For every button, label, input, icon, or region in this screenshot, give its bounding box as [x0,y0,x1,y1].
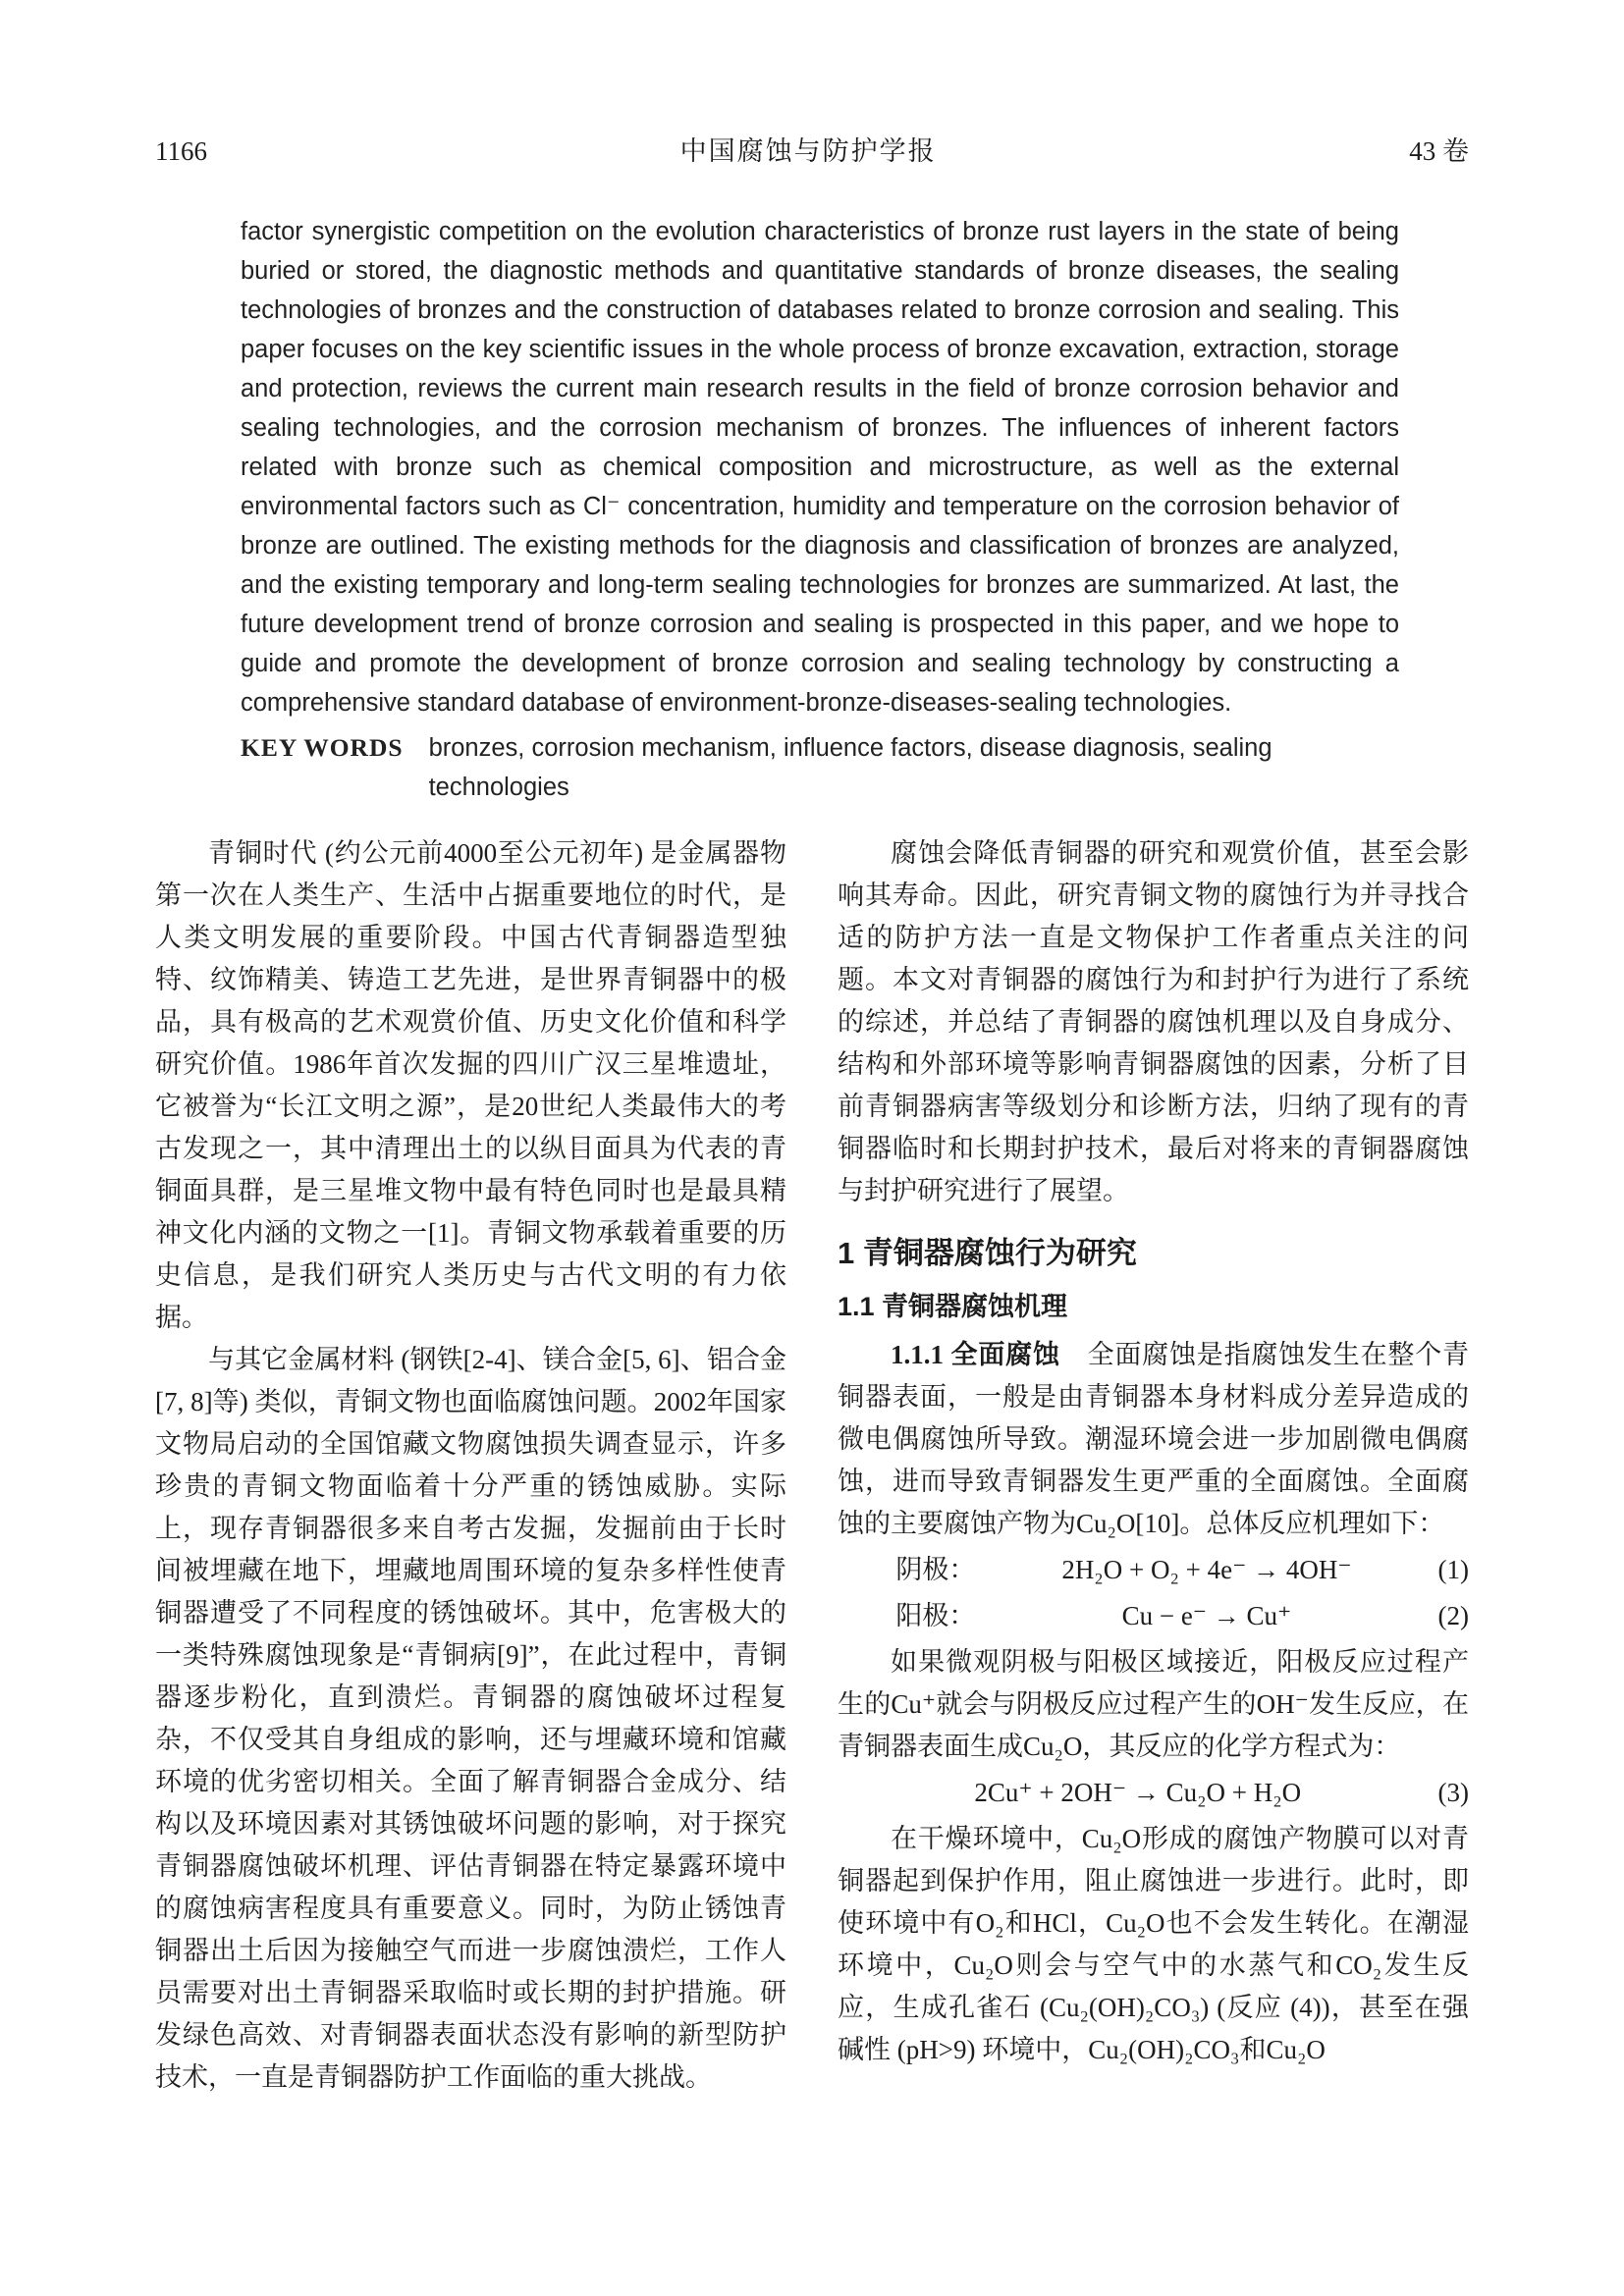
equation-1-formula: 2H₂O + O₂ + 4e⁻ → 4OH⁻ [1061,1555,1352,1584]
paragraph-anode-cathode-reaction: 如果微观阴极与阳极区域接近，阳极反应过程产生的Cu⁺就会与阴极反应过程产生的OH⁻发生反应，在青铜器表面生成Cu₂O，其反应的化学方程式为： [838,1647,1469,1761]
section-heading-1-1: 1.1 青铜器腐蚀机理 [838,1292,1068,1321]
equation-1-label: 阴极： [895,1555,976,1584]
two-column-body [155,832,1469,2099]
keywords-text: bronzes, corrosion mechanism, influence factors, disease diagnosis, sealing technologies [428,734,1272,801]
equation-1-number: (1) [1437,1555,1469,1584]
equation-2-formula: Cu − e⁻ → Cu⁺ [1121,1601,1292,1630]
paragraph-intro-bronze-age: 青铜时代 (约公元前4000至公元初年) 是金属器物第一次在人类生产、生活中占据重要地位的时代，是人类文明发展的重要阶段。中国古代青铜器造型独特、纹饰精美、铸造工艺先进，是世界青铜器中的极品，具有极高的艺术观赏价值、历史文化价值和科学研究价值。1986年首次发掘的四川广汉三星堆遗址，它被誉为“长江文明之源”，是20世纪人类最伟大的考古发现之一，其中清理出土的以纵目面具为代表的青铜面具群，是三星堆文物中最有特色同时也是最具精神文化内涵的文物之一[1]。青铜文物承载着重要的历史信息，是我们研究人类历史与古代文明的有力依据。 [155,838,786,1332]
volume-label: 43 卷 [1409,136,1469,166]
equation-2-label: 阳极： [895,1601,976,1630]
journal-title: 中国腐蚀与防护学报 [679,136,937,166]
keywords-label: KEY WORDS [241,733,404,762]
paragraph-corrosion-threat: 与其它金属材料 (钢铁[2-4]、镁合金[5, 6]、铝合金[7, 8]等) 类似，青铜文物也面临腐蚀问题。2002年国家文物局启动的全国馆藏文物腐蚀损失调查显示，许多珍贵的青铜文物面临着十分严重的锈蚀威胁。实际上，现存青铜器很多来自考古发掘，发掘前由于长时间被埋藏在地下，埋藏地周围环境的复杂多样性使青铜器遭受了不同程度的锈蚀破坏。其中，危害极大的一类特殊腐蚀现象是“青铜病[9]”，在此过程中，青铜器逐步粉化，直到溃烂。青铜器的腐蚀破坏过程复杂，不仅受其自身组成的影响，还与埋藏环境和馆藏环境的优劣密切相关。全面了解青铜器合金成分、结构以及环境因素对其锈蚀破坏问题的影响，对于探究青铜器腐蚀破坏机理、评估青铜器在特定暴露环境中的腐蚀病害程度具有重要意义。同时，为防止锈蚀青铜器出土后因为接触空气而进一步腐蚀溃烂，工作人员需要对出土青铜器采取临时或长期的封护措施。研发绿色高效、对青铜器表面状态没有影响的新型防护技术，一直是青铜器防护工作面临的重大挑战。 [155,1345,786,2092]
paragraph-dry-wet-environment: 在干燥环境中，Cu₂O形成的腐蚀产物膜可以对青铜器起到保护作用，阻止腐蚀进一步进行。此时，即使环境中有O₂和HCl，Cu₂O也不会发生转化。在潮湿环境中，Cu₂O则会与空气中的水蒸气和CO₂发生反应，生成孔雀石 (Cu₂(OH)₂CO₃) (反应 (4))，甚至在强碱性 (pH>9) 环境中，Cu₂(OH)₂CO₃和Cu₂O [838,1824,1469,2064]
keywords-row [241,728,1399,807]
equation-1 [838,1549,1469,1591]
right-column [838,832,1469,2099]
section-heading-1: 1 青铜器腐蚀行为研究 [838,1236,1137,1270]
page-header [155,130,1469,168]
equation-2-number: (2) [1437,1601,1469,1630]
left-column [155,832,786,2099]
abstract-block [241,212,1399,807]
subsection-1-1-1-label: 1.1.1 全面腐蚀 [891,1340,1060,1369]
abstract-text: factor synergistic competition on the evolution characteristics of bronze rust layers in the state of being buried or stored, the diagnostic methods and quantitative standards of bronze diseases, the sealing technologies of bronzes and the construction of databases related to bronze corrosion and sealing. This paper focuses on the key scientific issues in the whole process of bronze excavation, extraction, storage and protection, reviews the current main research results in the field of bronze corrosion behavior and sealing technologies, and the corrosion mechanism of bronzes. The influences of inherent factors related with bronze such as chemical composition and microstructure, as well as the external environmental factors such as Cl⁻ concentration, humidity and temperature on the corrosion behavior of bronze are outlined. The existing methods for the diagnosis and classification of bronzes are analyzed, and the existing temporary and long-term sealing technologies for bronzes are summarized. At last, the future development trend of bronze corrosion and sealing is prospected in this paper, and we hope to guide and promote the development of bronze corrosion and sealing technology by constructing a comprehensive standard database of environment-bronze-diseases-sealing technologies. [241,218,1399,717]
paragraph-uniform-corrosion-text: 全面腐蚀是指腐蚀发生在整个青铜器表面，一般是由青铜器本身材料成分差异造成的微电偶腐蚀所导致。潮湿环境会进一步加剧微电偶腐蚀，进而导致青铜器发生更严重的全面腐蚀。全面腐蚀的主要腐蚀产物为Cu₂O[10]。总体反应机理如下： [838,1340,1470,1538]
equation-3 [838,1772,1469,1814]
paragraph-uniform-corrosion [838,1334,1469,1545]
paragraph-research-motivation: 腐蚀会降低青铜器的研究和观赏价值，甚至会影响其寿命。因此，研究青铜文物的腐蚀行为并寻找合适的防护方法一直是文物保护工作者重点关注的问题。本文对青铜器的腐蚀行为和封护行为进行了系统的综述，并总结了青铜器的腐蚀机理以及自身成分、结构和外部环境等影响青铜器腐蚀的因素，分析了目前青铜器病害等级划分和诊断方法，归纳了现有的青铜器临时和长期封护技术，最后对将来的青铜器腐蚀与封护研究进行了展望。 [838,838,1469,1205]
equation-3-formula: 2Cu⁺ + 2OH⁻ → Cu₂O + H₂O [974,1778,1302,1807]
page-number: 1166 [155,136,207,166]
equation-2 [838,1595,1469,1637]
equation-3-number: (3) [1437,1778,1469,1807]
